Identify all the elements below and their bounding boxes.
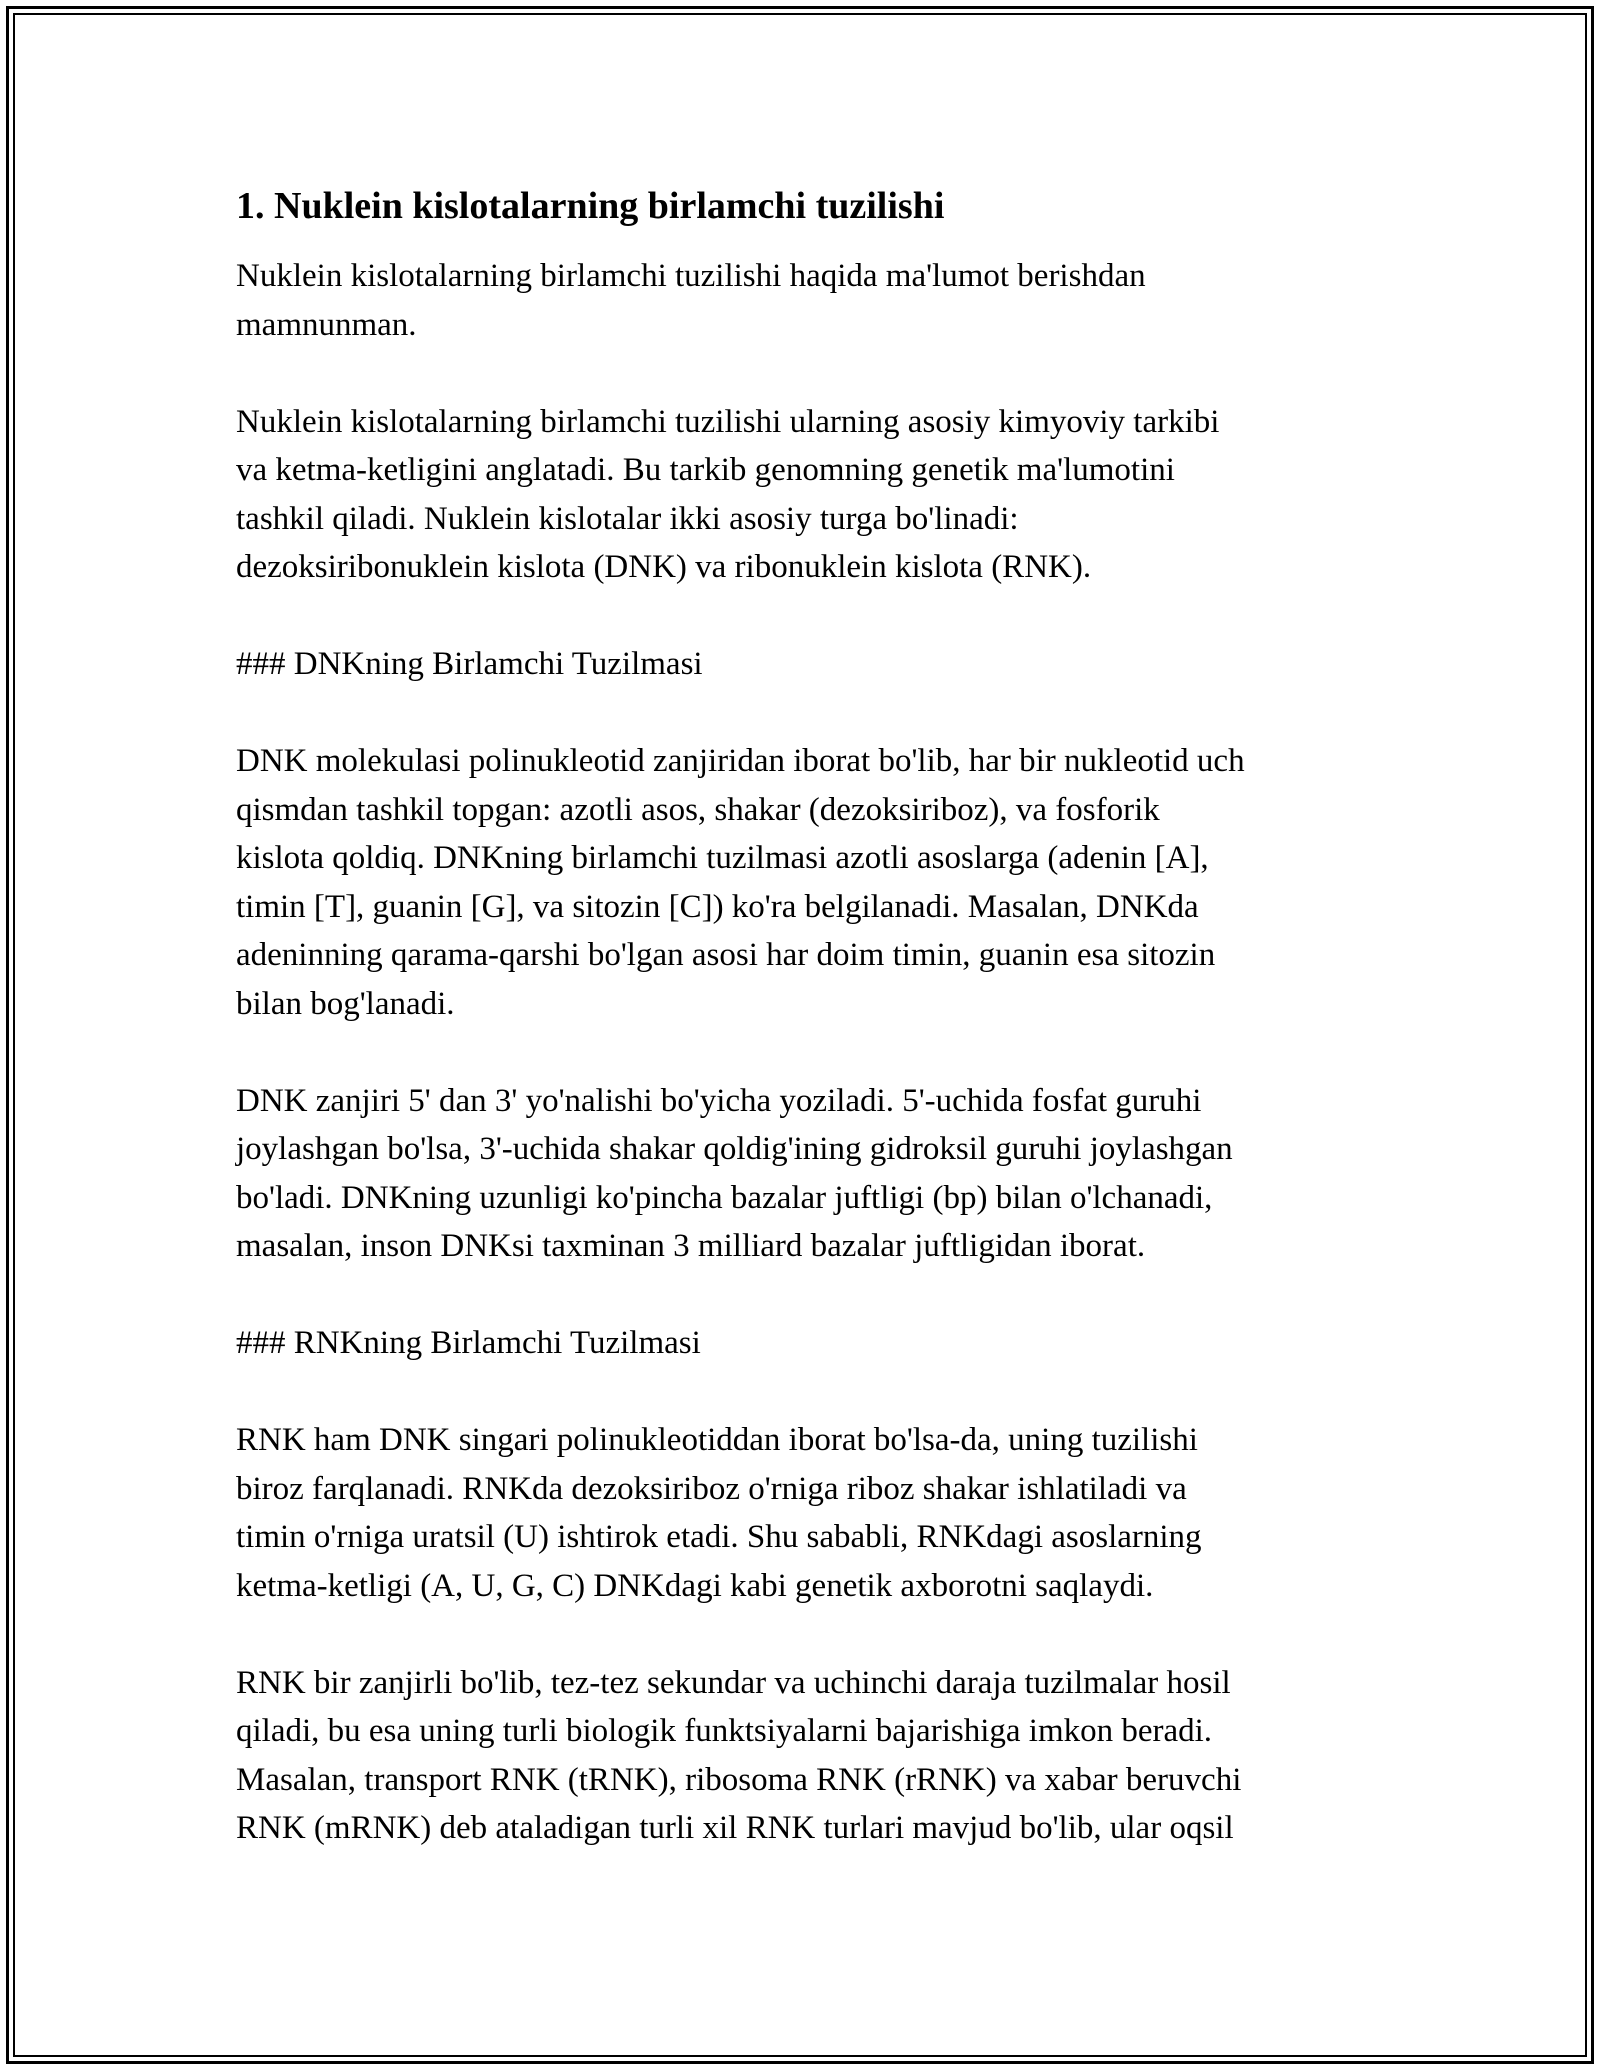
text-line: mamnunman. xyxy=(236,306,417,343)
text-line: Nuklein kislotalarning birlamchi tuzilishi ularning asosiy kimyoviy tarkibi xyxy=(236,403,1220,440)
section-heading xyxy=(236,1319,1366,1368)
paragraph xyxy=(236,1659,1366,1853)
text-line: dezoksiribonuklein kislota (DNK) va ribonuklein kislota (RNK). xyxy=(236,549,1092,585)
text-line: va ketma-ketligini anglatadi. Bu tarkib genomning genetik ma'lumotini xyxy=(236,452,1175,488)
text-line: RNK bir zanjirli bo'lib, tez-tez sekundar va uchinchi daraja tuzilmalar hosil xyxy=(236,1664,1231,1701)
text-line: ### DNKning Birlamchi Tuzilmasi xyxy=(236,646,703,682)
text-line: RNK ham DNK singari polinukleotiddan iborat bo'lsa-da, uning tuzilishi xyxy=(236,1422,1198,1458)
text-line: ketma-ketligi (A, U, G, C) DNKdagi kabi genetik axborotni saqlaydi. xyxy=(236,1567,1154,1604)
paragraph xyxy=(236,1416,1366,1610)
text-line: biroz farqlanadi. RNKda dezoksiriboz o'rniga riboz shakar ishlatiladi va xyxy=(236,1470,1187,1507)
text-line: masalan, inson DNKsi taxminan 3 milliard bazalar juftligidan iborat. xyxy=(236,1228,1146,1264)
text-line: qismdan tashkil topgan: azotli asos, shakar (dezoksiriboz), va fosforik xyxy=(236,791,1160,828)
text-line: DNK molekulasi polinukleotid zanjiridan iborat bo'lib, har bir nukleotid uch xyxy=(236,743,1245,779)
text-line: bilan bog'lanadi. xyxy=(236,985,455,1022)
document-body xyxy=(236,182,1366,1901)
text-line: bo'ladi. DNKning uzunligi ko'pincha bazalar juftligi (bp) bilan o'lchanadi, xyxy=(236,1179,1213,1216)
paragraph xyxy=(236,398,1366,592)
text-line: joylashgan bo'lsa, 3'-uchida shakar qoldig'ining gidroksil guruhi joylashgan xyxy=(236,1131,1233,1167)
section-heading xyxy=(236,640,1366,689)
text-line: DNK zanjiri 5' dan 3' yo'nalishi bo'yicha yoziladi. 5'-uchida fosfat guruhi xyxy=(236,1082,1202,1119)
text-line: qiladi, bu esa uning turli biologik funktsiyalarni bajarishiga imkon beradi. xyxy=(236,1713,1213,1749)
text-line: Masalan, transport RNK (tRNK), ribosoma RNK (rRNK) va xabar beruvchi xyxy=(236,1761,1242,1798)
document-title: 1. Nuklein kislotalarning birlamchi tuzilishi xyxy=(236,185,945,227)
paragraph xyxy=(236,252,1366,349)
text-line: RNK (mRNK) deb ataladigan turli xil RNK turlari mavjud bo'lib, ular oqsil xyxy=(236,1810,1234,1846)
text-line: kislota qoldiq. DNKning birlamchi tuzilmasi azotli asoslarga (adenin [A], xyxy=(236,840,1209,876)
text-line: adeninning qarama-qarshi bo'lgan asosi har doim timin, guanin esa sitozin xyxy=(236,937,1216,973)
paragraph xyxy=(236,737,1366,1028)
text-line: ### RNKning Birlamchi Tuzilmasi xyxy=(236,1325,701,1361)
paragraph xyxy=(236,1077,1366,1271)
text-line: timin o'rniga uratsil (U) ishtirok etadi. Shu sababli, RNKdagi asoslarning xyxy=(236,1519,1202,1555)
text-line: tashkil qiladi. Nuklein kislotalar ikki asosiy turga bo'linadi: xyxy=(236,500,1019,537)
text-line: timin [T], guanin [G], va sitozin [C]) ko'ra belgilanadi. Masalan, DNKda xyxy=(236,888,1199,925)
paragraph-list xyxy=(236,252,1366,1853)
text-line: Nuklein kislotalarning birlamchi tuzilishi haqida ma'lumot berishdan xyxy=(236,258,1146,294)
